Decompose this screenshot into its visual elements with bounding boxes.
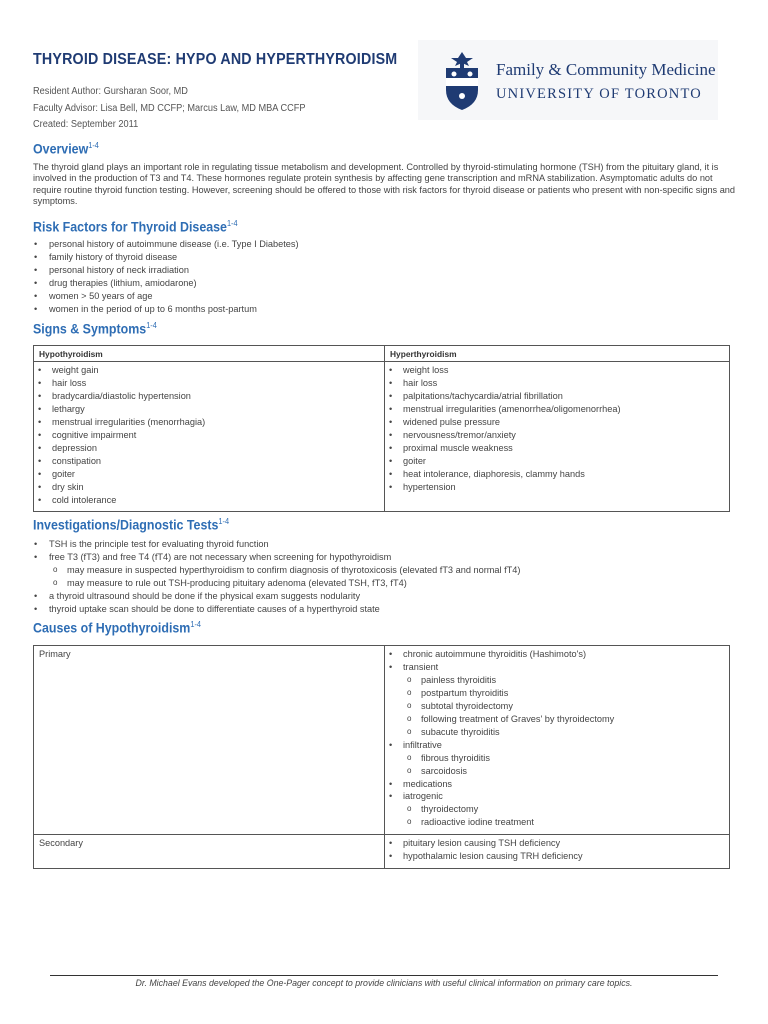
list-item: o fibrous thyroiditis xyxy=(388,752,726,765)
list-item: • bradycardia/diastolic hypertension xyxy=(37,390,381,403)
list-item: • cold intolerance xyxy=(37,494,381,507)
list-item: • medications xyxy=(388,778,726,791)
list-item: o sarcoidosis xyxy=(388,765,726,778)
list-item: • menstrual irregularities (amenorrhea/oligomenorrhea) xyxy=(388,403,726,416)
list-item: • women > 50 years of age xyxy=(33,290,299,303)
list-item: • cognitive impairment xyxy=(37,429,381,442)
list-item: • nervousness/tremor/anxiety xyxy=(388,429,726,442)
list-item: • constipation xyxy=(37,455,381,468)
list-item: • infiltrative xyxy=(388,739,726,752)
document-meta xyxy=(33,84,305,134)
list-item: • free T3 (fT3) and free T4 (fT4) are not necessary when screening for hypothyroidism xyxy=(33,551,520,564)
resident-author: Resident Author: Gursharan Soor, MD xyxy=(33,86,188,97)
document-title: THYROID DISEASE: HYPO AND HYPERTHYROIDISM xyxy=(33,51,398,68)
overview-text: The thyroid gland plays an important role in regulating tissue metabolism and development. Controlled by thyroid-stimulating hormone (TSH) from the pituitary gland, it is involved in the production of T3 and T4. These hormones regulate protein synthesis by affecting gene transcription and mRNA stabilization. Asymptomatic adults do not require routine thyroid function testing. However, screening should be offered to those with risk factors for thyroid disease or patients who present with non-specific signs and symptoms. xyxy=(33,162,736,207)
list-item: • a thyroid ultrasound should be done if the physical exam suggests nodularity xyxy=(33,590,520,603)
citation-superscript: 1-4 xyxy=(88,141,99,150)
list-item: o painless thyroiditis xyxy=(388,674,726,687)
list-item: • lethargy xyxy=(37,403,381,416)
list-item: o following treatment of Graves' by thyroidectomy xyxy=(388,713,726,726)
investigations-heading: Investigations/Diagnostic Tests$^{1-4}$ xyxy=(33,517,230,533)
department-name: Family & Community Medicine xyxy=(496,60,716,79)
list-item: • family history of thyroid disease xyxy=(33,251,299,264)
hypothyroidism-signs-cell xyxy=(34,362,385,512)
primary-label-cell: Primary xyxy=(34,646,385,835)
list-item: • dry skin xyxy=(37,481,381,494)
list-item: • transient xyxy=(388,661,726,674)
list-item: • hypertension xyxy=(388,481,726,494)
list-item: o subacute thyroiditis xyxy=(388,726,726,739)
list-item: • drug therapies (lithium, amiodarone) xyxy=(33,277,299,290)
list-item: o thyroidectomy xyxy=(388,803,726,816)
list-item: • thyroid uptake scan should be done to differentiate causes of a hyperthyroid state xyxy=(33,603,520,616)
primary-causes-cell xyxy=(385,646,730,835)
list-item: • iatrogenic xyxy=(388,790,726,803)
list-item: • weight gain xyxy=(37,364,381,377)
list-item: o radioactive iodine treatment xyxy=(388,816,726,829)
secondary-label-cell: Secondary xyxy=(34,835,385,869)
list-item: • goiter xyxy=(388,455,726,468)
list-item: • goiter xyxy=(37,468,381,481)
hyperthyroidism-column-header: Hyperthyroidism xyxy=(385,346,730,362)
list-item: • women in the period of up to 6 months post-partum xyxy=(33,303,299,316)
secondary-causes-cell xyxy=(385,835,730,869)
list-item: • widened pulse pressure xyxy=(388,416,726,429)
list-item: • TSH is the principle test for evaluating thyroid function xyxy=(33,538,520,551)
causes-table xyxy=(33,645,730,869)
list-item: • proximal muscle weakness xyxy=(388,442,726,455)
citation-superscript: 1-4 xyxy=(218,517,230,526)
list-item: • hair loss xyxy=(388,377,726,390)
footer-note: Dr. Michael Evans developed the One-Pager concept to provide clinicians with useful clinical information on primary care topics. xyxy=(135,978,633,988)
list-item: o may measure to rule out TSH-producing pituitary adenoma (elevated TSH, fT3, fT4) xyxy=(33,577,520,590)
list-item: • personal history of autoimmune disease (i.e. Type I Diabetes) xyxy=(33,238,299,251)
hyperthyroidism-signs-cell xyxy=(385,362,730,512)
university-logo xyxy=(418,40,718,120)
footer-divider xyxy=(50,975,718,976)
list-item: • palpitations/tachycardia/atrial fibrillation xyxy=(388,390,726,403)
overview-heading: Overview$^{1-4}$ xyxy=(33,141,99,157)
list-item: • pituitary lesion causing TSH deficiency xyxy=(388,837,726,850)
list-item: o subtotal thyroidectomy xyxy=(388,700,726,713)
list-item: • weight loss xyxy=(388,364,726,377)
signs-symptoms-heading: Signs & Symptoms$^{1-4}$ xyxy=(33,321,157,337)
signs-symptoms-table xyxy=(33,345,730,512)
list-item: o may measure in suspected hyperthyroidism to confirm diagnosis of thyrotoxicosis (elevated fT3 and normal fT4) xyxy=(33,564,520,577)
investigations-list xyxy=(33,538,520,615)
citation-superscript: 1-4 xyxy=(190,620,201,629)
citation-superscript: 1-4 xyxy=(146,321,157,330)
list-item: • hair loss xyxy=(37,377,381,390)
list-item: • heat intolerance, diaphoresis, clammy hands xyxy=(388,468,726,481)
list-item: • chronic autoimmune thyroiditis (Hashimoto's) xyxy=(388,648,726,661)
university-crest-icon xyxy=(440,50,484,112)
causes-heading: Causes of Hypothyroidism$^{1-4}$ xyxy=(33,620,201,636)
university-name: UNIVERSITY OF TORONTO xyxy=(496,86,702,102)
faculty-advisor: Faculty Advisor: Lisa Bell, MD CCFP; Marcus Law, MD MBA CCFP xyxy=(33,102,306,114)
list-item: o postpartum thyroiditis xyxy=(388,687,726,700)
hypothyroidism-column-header: Hypothyroidism xyxy=(34,346,385,362)
risk-factors-list xyxy=(33,238,299,315)
citation-superscript: 1-4 xyxy=(226,219,238,228)
list-item: • depression xyxy=(37,442,381,455)
risk-factors-heading: Risk Factors for Thyroid Disease$^{1-4}$ xyxy=(33,219,238,235)
list-item: • hypothalamic lesion causing TRH deficiency xyxy=(388,850,726,863)
list-item: • personal history of neck irradiation xyxy=(33,264,299,277)
created-date: Created: September 2011 xyxy=(33,119,139,130)
list-item: • menstrual irregularities (menorrhagia) xyxy=(37,416,381,429)
